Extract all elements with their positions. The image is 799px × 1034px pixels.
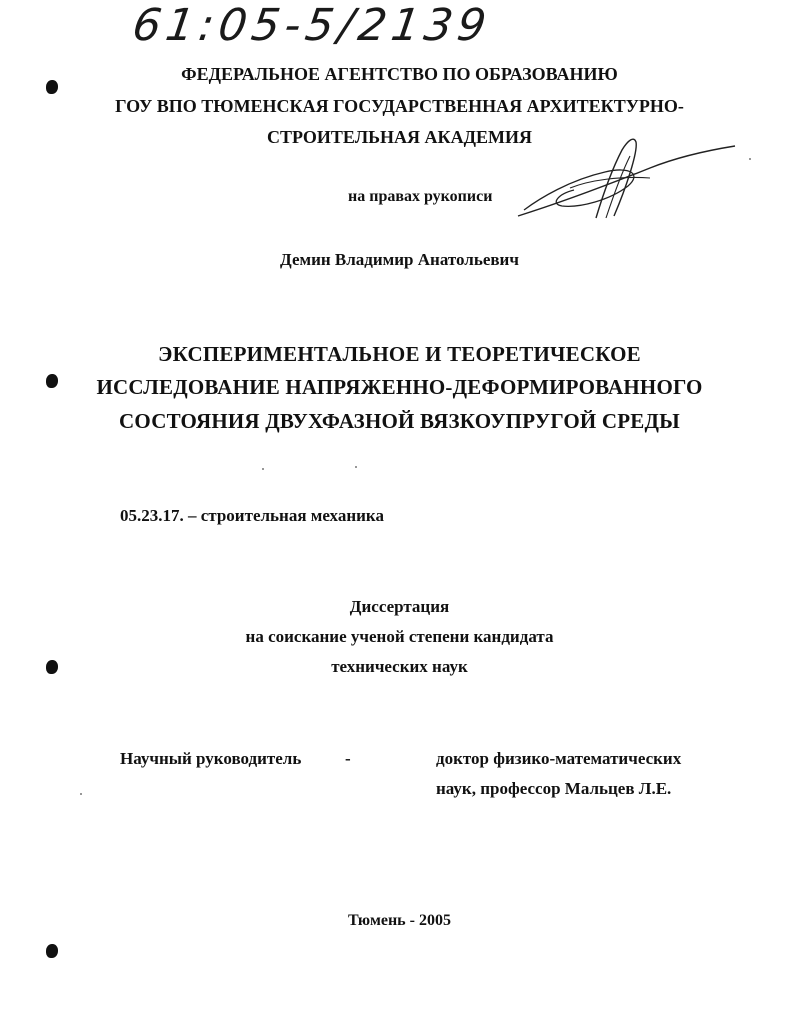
header-agency: ФЕДЕРАЛЬНОЕ АГЕНТСТВО ПО ОБРАЗОВАНИЮ bbox=[181, 64, 618, 84]
scan-speck bbox=[355, 466, 357, 468]
punch-hole-mark bbox=[46, 660, 58, 674]
supervisor-name-line1: доктор физико-математических bbox=[436, 749, 682, 768]
specialty-code: 05.23.17. – строительная механика bbox=[120, 506, 384, 525]
scan-speck bbox=[80, 793, 82, 795]
supervisor-name-line2: наук, профессор Мальцев Л.Е. bbox=[436, 779, 672, 798]
archive-code-handwritten: 61:05-5/2139 bbox=[129, 0, 495, 51]
supervisor-dash: - bbox=[345, 749, 351, 768]
header-academy-line1: ГОУ ВПО ТЮМЕНСКАЯ ГОСУДАРСТВЕННАЯ АРХИТЕКТУРНО- bbox=[115, 96, 684, 116]
dissertation-title-line1: ЭКСПЕРИМЕНТАЛЬНОЕ И ТЕОРЕТИЧЕСКОЕ bbox=[158, 342, 641, 366]
dissertation-title-line3: СОСТОЯНИЯ ДВУХФАЗНОЙ ВЯЗКОУПРУГОЙ СРЕДЫ bbox=[119, 409, 680, 433]
scan-speck bbox=[749, 158, 751, 160]
header-academy-line2: СТРОИТЕЛЬНАЯ АКАДЕМИЯ bbox=[267, 127, 532, 147]
signature-image bbox=[510, 128, 740, 228]
manuscript-note: на правах рукописи bbox=[348, 188, 493, 205]
author-name: Демин Владимир Анатольевич bbox=[280, 250, 519, 269]
supervisor-label: Научный руководитель bbox=[120, 749, 302, 768]
degree-line3: технических наук bbox=[331, 657, 468, 676]
scan-speck bbox=[262, 468, 264, 470]
place-year: Тюмень - 2005 bbox=[348, 912, 451, 929]
punch-hole-mark bbox=[46, 944, 58, 958]
degree-line1: Диссертация bbox=[349, 597, 450, 616]
punch-hole-mark bbox=[46, 80, 58, 94]
punch-hole-mark bbox=[46, 374, 58, 388]
degree-line2: на соискание ученой степени кандидата bbox=[245, 627, 554, 646]
dissertation-title-line2: ИССЛЕДОВАНИЕ НАПРЯЖЕННО-ДЕФОРМИРОВАННОГО bbox=[96, 375, 703, 399]
